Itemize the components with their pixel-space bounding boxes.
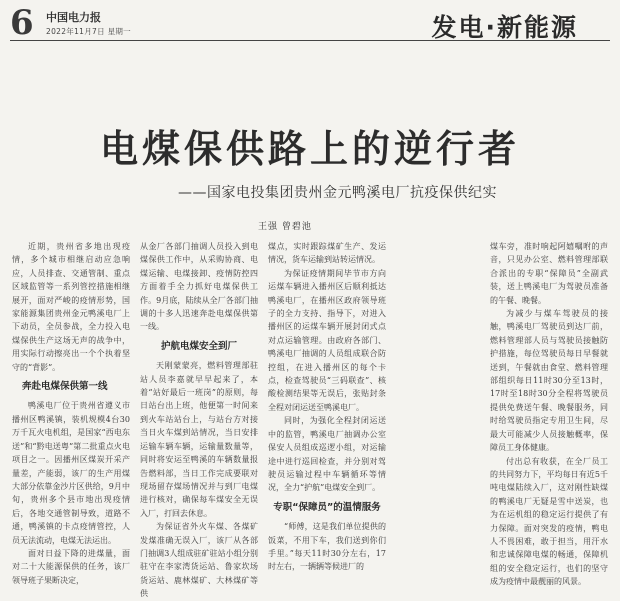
article-byline: 王强 曾碧池: [258, 222, 312, 232]
paragraph: 为保证省外火车煤、各煤矿发煤准确无误入厂，该厂从各部门抽调3人组成驻矿驻站小组分别驻守在李家湾货运站、鲁家坎场货运站、鹿林煤矿、大林煤矿等供: [140, 522, 258, 599]
paragraph: 面对日益下降的进煤量，面对二十大能源保供的任务，该厂领导班子果断决定，: [12, 548, 130, 585]
masthead-divider: [10, 40, 610, 41]
section-name: 发电·新能源: [431, 13, 578, 42]
paragraph: 鸭溪电厂位于贵州省遵义市播州区鸭溪镇，装机规模4台30万千瓦火电机组，是国家“西电东送”和“黔电送粤”第二批重点火电项目之一。因播州区煤炭开采产量差，产能弱，该厂的生产用煤大部分依靠金沙片区供给，9月中旬，贵州多个县市地出现疫情后，各地交通管制导致，道路不通，鸭溪镇的卡点疫情管控，人员无法流动，电煤无法运出。: [12, 401, 130, 545]
article-column-2: [140, 240, 258, 601]
article-column-4: [490, 240, 608, 589]
paragraph: 为保证疫情期间毕节市方向运煤车辆进入播州区后顺利抵达鸭溪电厂，在播州区政府领导班子的全力支持、指导下，对进入播州区的运煤车辆开展封闭式点对点运输管理。由政府各部门、鸭溪电厂抽调的人员组成联合防控组，在进入播州区的每个卡点，检查驾驶员“三码联查”、核酸检测结果等无误后，张贴封条全程对闭运送至鸭溪电厂。: [268, 268, 386, 412]
paragraph: 天刚蒙蒙亮，燃料管理部驻站人员李嘉就早早起来了，本着“站好最后一班岗”的原则，每日站台出上班，他便第一时间来到火车站站台上，与站台方对接当日火车煤到站情况，当日安排运输车辆车辆，运输量数量等，同时将安运至鸭溪的车辆数量报告燃料部，当日工作完成要联对现场留存煤场情况并与到厂电煤进行核对，确保每车煤安全无误入厂，打回去休息。: [140, 361, 258, 518]
paragraph: 同时，为强化全程封闭运送中的监管，鸭溪电厂抽调办公室保安人员组成巡逻小组，对运输途中进行巡回检查，并分别对驾驶员运输过程中车辆循环等情况，全力“护航”电煤安全到厂。: [268, 416, 386, 493]
paragraph: 煤车旁，准时响起阿嬉嘱咐的声音，只见办公室、燃料管理部联合派出的专职“保障员”全副武装，送上鸭溪电厂为驾驶员准备的午餐、晚餐。: [490, 242, 608, 305]
section-subhead: 专职“保障员”的温情服务: [273, 501, 381, 513]
paper-name: 中国电力报: [46, 11, 101, 24]
section-subhead: 奔赴电煤保供第一线: [22, 381, 108, 393]
article-column-3: [268, 240, 386, 574]
page-number: 6: [10, 3, 34, 43]
paragraph: 从金厂各部门抽调人员投入到电煤保供工作中，从采购协商、电煤运输、电煤接卸、疫情防控四方面着手全力抓好电煤保供工作。9月底，陆续从全厂各部门抽调的十多人迅速奔赴电煤保供第一线。: [140, 242, 258, 332]
article-column-1: [12, 240, 130, 587]
paragraph: 煤点，实时跟踪煤矿生产、发运情况，货车运输到站转运情况。: [268, 242, 386, 265]
section-subhead: 护航电煤安全到厂: [160, 340, 237, 352]
paragraph: “师傅，这是我们单位提供的饭菜，不用下车，我们送到你们手里。”每天11时30分左右，17时左右，一辆辆等候进厂的: [268, 522, 386, 572]
issue-date: 2022年11月7日 星期一: [46, 27, 131, 36]
paragraph: 为减少与煤车驾驶员的接触，鸭溪电厂驾驶员到达厂前，燃料管理部人员与驾驶员接触防护措施，每位驾驶员每日早餐就送到，午餐就由食堂、燃料管理部组织每日11时30分至13时，17时至18时30分全程将驾驶员提供免费送午餐、晚餐服务，同时给驾驶员指定专用卫生间，尽最大可能减少人员接触概率，保障员工身体健康。: [490, 309, 608, 453]
article-headline: 电煤保供路上的逆行者: [99, 127, 520, 171]
article-subheadline: ——国家电投集团贵州金元鸭溪电厂抗疫保供纪实: [178, 185, 497, 201]
paragraph: 付出总有收获，在全厂员工的共同努力下，平均每日有近5千吨电煤陆续入厂，这对刚性缺煤的鸭溪电厂无疑是雪中送炭，也为在运机组的稳定运行提供了有力保障。面对突发的疫情，鸭电人不畏困难，敢于担当，用汗水和忠诚保障电煤的畅通，保障机组的安全稳定运行，也们的坚守成为疫情中最靓丽的风景。: [490, 456, 608, 587]
paragraph: 近期，贵州省多地出现疫情，多个城市相继启动应急响应，人员排查、交通管制、重点区域监管等一系列管控措施相继展开，面对严峻的疫情形势，国家能源集团贵州金元鸭溪电厂上下动员，全员参战，全力投入电煤保供生产这场无声的战争中，用实际行动擦亮出一个个执着坚守的“背影”。: [12, 242, 130, 372]
